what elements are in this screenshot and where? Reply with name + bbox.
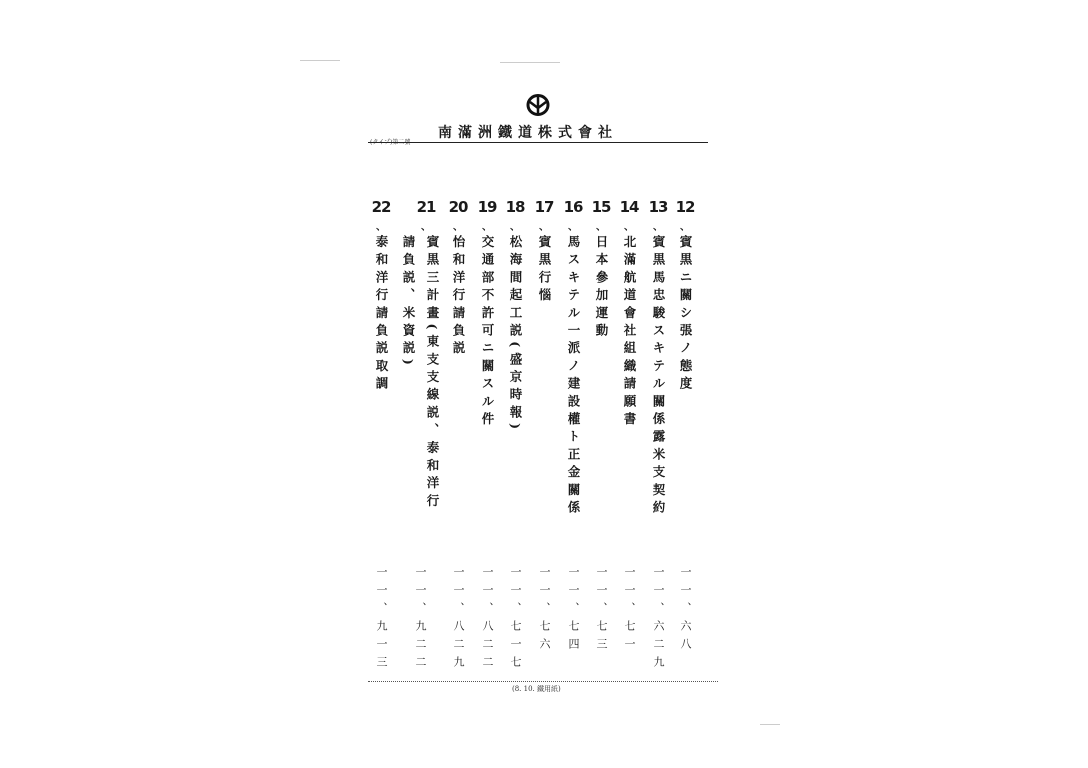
entry-page: 一一、九二二 bbox=[414, 566, 427, 674]
entry-number: 18 bbox=[505, 198, 525, 216]
entry-title: 賓黒行惱 bbox=[537, 235, 552, 306]
entry-page: 一一、七四 bbox=[567, 566, 580, 656]
entry-title: 日本參加運動 bbox=[594, 235, 609, 342]
footer-stamp: (8. 10. 鐵用紙) bbox=[512, 685, 561, 693]
entry-page: 一一、七一 bbox=[623, 566, 636, 656]
entry-comma: 、 bbox=[376, 222, 386, 233]
entry-comma: 、 bbox=[482, 222, 492, 233]
entry-page: 一一、七一七 bbox=[509, 566, 522, 674]
scan-artifact bbox=[760, 724, 780, 725]
entry-page: 一一、八二二 bbox=[481, 566, 494, 674]
entry-number: 22 bbox=[371, 198, 391, 216]
entry-title: 交通部不許可ニ關スル件 bbox=[480, 235, 495, 430]
entry-number: 15 bbox=[591, 198, 611, 216]
entry-number: 14 bbox=[619, 198, 639, 216]
entry-comma: 、 bbox=[680, 222, 690, 233]
entry-title: 賓黒ニ關シ張ノ態度 bbox=[678, 235, 693, 395]
entry-page: 一一、八二九 bbox=[452, 566, 465, 674]
entry-comma: 、 bbox=[596, 222, 606, 233]
footer-rule bbox=[368, 681, 718, 682]
entry-title: 泰和洋行請負説取調 bbox=[374, 235, 389, 395]
entry-title: 怡和洋行請負説 bbox=[451, 235, 466, 359]
entry-number: 20 bbox=[448, 198, 468, 216]
entry-number: 12 bbox=[675, 198, 695, 216]
entry-title: 北滿航道會社組織請願書 bbox=[622, 235, 637, 430]
entry-page: 一一、六二九 bbox=[652, 566, 665, 674]
entry-comma: 、 bbox=[568, 222, 578, 233]
entry-title: 賓黒三計畫(東支支線説、泰和洋行 bbox=[425, 235, 440, 512]
entry-number: 17 bbox=[534, 198, 554, 216]
entry-comma: 、 bbox=[624, 222, 634, 233]
entry-number: 13 bbox=[648, 198, 668, 216]
entry-comma: 、 bbox=[453, 222, 463, 233]
entry-number: 16 bbox=[563, 198, 583, 216]
entry-page: 一一、七三 bbox=[595, 566, 608, 656]
entry-page: 一一、七六 bbox=[538, 566, 551, 656]
entry-title: 松海間起工説(盛京時報) bbox=[508, 235, 523, 435]
scan-artifact bbox=[500, 62, 560, 63]
entry-comma: 、 bbox=[510, 222, 520, 233]
entry-comma: 、 bbox=[653, 222, 663, 233]
entry-number: 21 bbox=[416, 198, 436, 216]
entry-number: 19 bbox=[477, 198, 497, 216]
entry-title-continued: 請負説、米資説) bbox=[401, 235, 416, 371]
entry-comma: 、 bbox=[539, 222, 549, 233]
header-rule bbox=[368, 142, 708, 143]
entry-title: 馬スキテル一派ノ建設權ト正金關係 bbox=[566, 235, 581, 519]
scan-artifact bbox=[300, 60, 340, 61]
entry-title: 賓黒馬忠駿スキテル關係露米支契約 bbox=[651, 235, 666, 519]
company-logo-icon bbox=[525, 93, 551, 117]
entry-page: 一一、九一三 bbox=[375, 566, 388, 674]
entry-page: 一一、六八 bbox=[679, 566, 692, 656]
entry-comma: 、 bbox=[421, 222, 431, 233]
company-name: 南滿洲鐵道株式會社 bbox=[438, 125, 618, 141]
